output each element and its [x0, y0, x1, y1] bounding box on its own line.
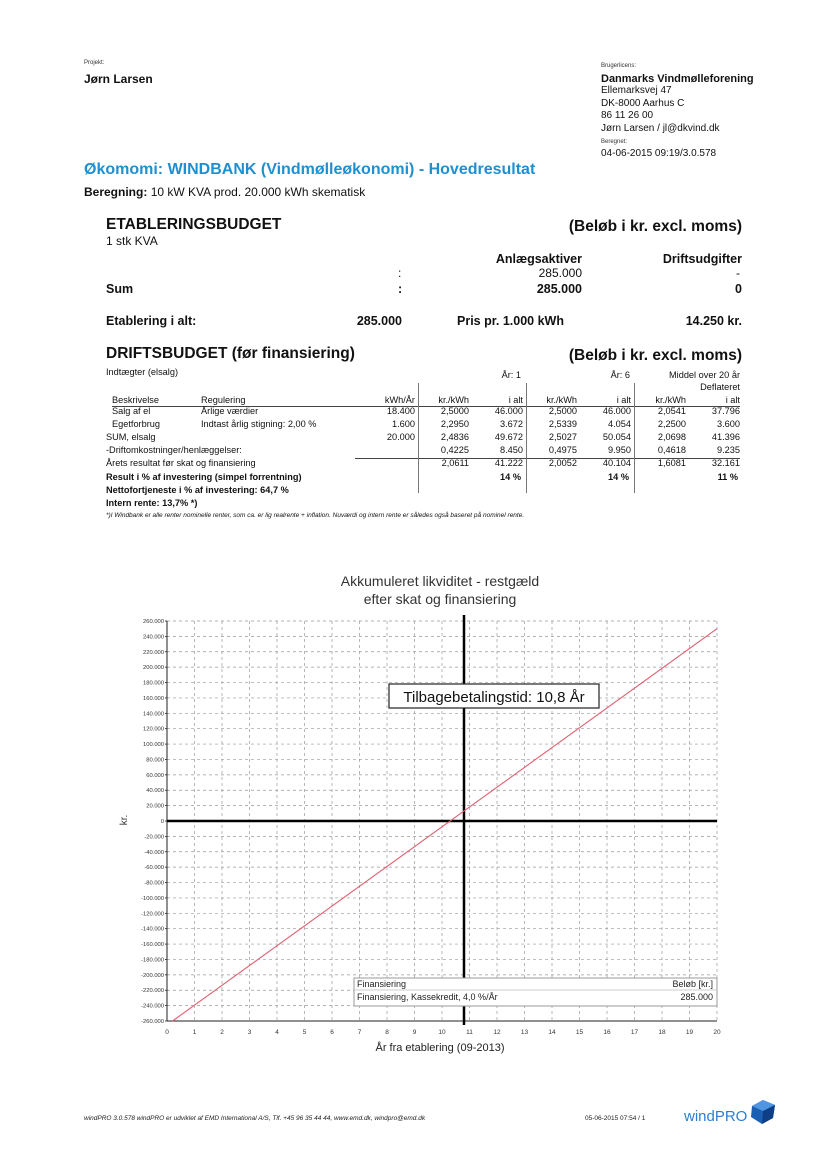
- legend-header-left: Finansiering: [357, 979, 407, 989]
- row-value: 2,0611: [441, 458, 469, 468]
- chart-xlabel: År fra etablering (09-2013): [375, 1042, 505, 1054]
- licensee-contact: Jørn Larsen / jl@dkvind.dk: [601, 122, 720, 134]
- y-tick-label: 40.000: [146, 788, 164, 795]
- page-title: Økomomi: WINDBANK (Vindmølleøkonomi) - Hovedresultat: [84, 161, 536, 178]
- calculation-value: 10 kW KVA prod. 20.000 kWh skematisk: [150, 185, 366, 199]
- deflated-label: Deflateret: [700, 382, 740, 392]
- net-profit: Nettofortjeneste i % af investering: 64,7 %: [106, 485, 289, 495]
- x-tick-label: 14: [548, 1029, 556, 1036]
- income-label: Indtægter (elsalg): [106, 367, 179, 377]
- y-tick-label: -160.000: [141, 942, 164, 949]
- x-tick-label: 5: [302, 1029, 307, 1036]
- y-tick-label: -180.000: [141, 957, 164, 964]
- liquidity-chart: [0, 560, 828, 1060]
- row-value: 2,2500: [657, 419, 686, 429]
- y-tick-label: 100.000: [143, 742, 164, 749]
- row-value: 37.796: [711, 406, 740, 416]
- row-value: 40.104: [602, 458, 631, 468]
- y-tick-label: 120.000: [143, 726, 164, 733]
- total-label: Etablering i alt:: [106, 314, 197, 328]
- col-assets: Anlægsaktiver: [495, 252, 582, 266]
- drift-table: [0, 0, 828, 540]
- y-tick-label: -20.000: [144, 834, 164, 841]
- chart-x-ticks: [165, 1029, 721, 1036]
- x-tick-label: 2: [220, 1029, 224, 1036]
- row-value: 46.000: [602, 406, 631, 416]
- licensee-name: Danmarks Vindmølleforening: [601, 72, 754, 85]
- drift-amount-note: (Beløb i kr. excl. moms): [568, 347, 742, 364]
- sum-costs: 0: [735, 282, 742, 296]
- row-desc: -Driftomkostninger/henlæggelser:: [106, 445, 242, 455]
- y-tick-label: 80.000: [146, 757, 164, 764]
- row-value: 2,5000: [440, 406, 469, 416]
- footer-left: windPRO 3.0.578 windPRO er udviklet af EMD International A/S, Tlf. +45 96 35 44 44, www.emd.dk, windpro@emd.dk: [84, 1115, 426, 1122]
- result-label: Result i % af investering (simpel forrentning): [106, 472, 302, 482]
- y-tick-label: 140.000: [143, 711, 164, 718]
- x-tick-label: 15: [575, 1029, 584, 1036]
- row-value: 3.600: [717, 419, 740, 429]
- y-tick-label: -200.000: [141, 972, 164, 979]
- y-tick-label: 200.000: [143, 665, 164, 672]
- col-reg: Regulering: [201, 395, 246, 405]
- total-value: 285.000: [356, 314, 402, 328]
- row-value: 9.950: [608, 445, 631, 455]
- row-kwh: 1.600: [392, 419, 415, 429]
- result-year6: 14 %: [608, 472, 629, 482]
- row-value: 2,5339: [548, 419, 577, 429]
- calculation-label: Beregning:: [84, 185, 148, 199]
- chart-y-ticks: [141, 619, 167, 1025]
- project-label: Projekt:: [84, 60, 105, 66]
- y-tick-label: -80.000: [144, 880, 164, 887]
- legend-header-right: Beløb [kr.]: [672, 979, 713, 989]
- row-value: 8.450: [500, 445, 523, 455]
- legend-row-left: Finansiering, Kassekredit, 4,0 %/År: [357, 992, 498, 1002]
- row-desc: Salg af el: [112, 406, 151, 416]
- col-krkwh-6: kr./kWh: [546, 395, 577, 405]
- x-tick-label: 6: [330, 1029, 334, 1036]
- col-ialt-6: i alt: [616, 395, 631, 405]
- price-value: 14.250 kr.: [685, 314, 742, 328]
- row-value: 2,0541: [657, 406, 686, 416]
- row-value: 0,4618: [657, 445, 686, 455]
- row1-costs: -: [736, 266, 740, 280]
- sum-assets: 285.000: [536, 282, 582, 296]
- row-value: 32.161: [711, 458, 740, 468]
- col-costs: Driftsudgifter: [662, 252, 742, 266]
- row-value: 0,4225: [440, 445, 469, 455]
- x-tick-label: 8: [385, 1029, 389, 1036]
- row-value: 2,0698: [657, 432, 686, 442]
- year6-label: År: 6: [610, 370, 630, 380]
- calc-date: 04-06-2015 09:19/3.0.578: [601, 148, 717, 160]
- footnote: *)I Windbank er alle renter nominelle renter, som ca. er lig realrente + inflation. Nuværdi og intern rente er således også baseret på nominel rente.: [106, 512, 525, 519]
- col-divider-1: [418, 383, 419, 493]
- chart-ylabel: kr.: [119, 814, 130, 826]
- row-value: 4.054: [608, 419, 631, 429]
- row1-colon: :: [398, 266, 402, 280]
- etablering-subheading: 1 stk KVA: [106, 234, 158, 248]
- licensee-street: Ellemarksvej 47: [601, 85, 672, 97]
- y-tick-label: -100.000: [141, 895, 164, 902]
- x-tick-label: 19: [685, 1029, 694, 1036]
- x-tick-label: 7: [357, 1029, 362, 1036]
- sum-colon: :: [398, 282, 403, 296]
- row-value: 3.672: [500, 419, 523, 429]
- project-name: Jørn Larsen: [84, 72, 153, 86]
- x-tick-label: 11: [466, 1029, 473, 1036]
- col-krkwh-1: kr./kWh: [438, 395, 469, 405]
- row-desc: Egetforbrug: [112, 419, 161, 429]
- row-value: 9.235: [717, 445, 740, 455]
- chart-title: Akkumuleret likviditet - restgæld: [340, 573, 540, 589]
- y-tick-label: -140.000: [141, 926, 164, 933]
- drift-heading: DRIFTSBUDGET (før finansiering): [106, 345, 355, 362]
- y-tick-label: 60.000: [146, 772, 164, 779]
- avg-label: Middel over 20 år: [669, 370, 740, 380]
- legend-row-right: 285.000: [680, 992, 713, 1002]
- footer-right: 05-06-2015 07:54 / 1: [585, 1115, 646, 1122]
- row-value: 2,2950: [440, 419, 469, 429]
- y-tick-label: 160.000: [143, 695, 164, 702]
- row-value: 50.054: [602, 432, 631, 442]
- y-tick-label: 20.000: [146, 803, 164, 810]
- x-tick-label: 16: [603, 1029, 611, 1036]
- result-year1: 14 %: [500, 472, 521, 482]
- y-tick-label: 0: [160, 819, 164, 825]
- col-ialt-avg: i alt: [725, 395, 740, 405]
- result-avg: 11 %: [717, 472, 738, 482]
- etablering-amount-note: (Beløb i kr. excl. moms): [568, 218, 742, 235]
- row-value: 46.000: [494, 406, 523, 416]
- chart-subtitle: efter skat og finansiering: [363, 591, 517, 607]
- y-tick-label: -120.000: [141, 911, 164, 918]
- row-value: 0,4975: [548, 445, 577, 455]
- y-tick-label: 260.000: [143, 619, 164, 625]
- x-tick-label: 1: [192, 1029, 197, 1036]
- year1-label: År: 1: [501, 370, 521, 380]
- internal-rate: Intern rente: 13,7% *): [106, 498, 198, 508]
- row-value: 2,4836: [440, 432, 469, 442]
- row-value: 41.396: [711, 432, 740, 442]
- windpro-logo-icon: [748, 1098, 778, 1126]
- y-tick-label: -240.000: [141, 1003, 164, 1010]
- y-tick-label: 180.000: [143, 680, 164, 687]
- y-tick-label: -40.000: [144, 849, 164, 856]
- x-tick-label: 3: [247, 1029, 252, 1036]
- x-tick-label: 17: [630, 1029, 639, 1036]
- row-value: 49.672: [494, 432, 523, 442]
- y-tick-label: -220.000: [141, 988, 164, 995]
- licensee-city: DK-8000 Aarhus C: [601, 97, 685, 109]
- x-tick-label: 10: [438, 1029, 446, 1036]
- col-ialt-1: i alt: [508, 395, 523, 405]
- row-value: 2,5000: [548, 406, 577, 416]
- licensee-phone: 86 11 26 00: [601, 110, 654, 122]
- row-regulation: Indtast årlig stigning: 2,00 %: [201, 419, 317, 429]
- y-tick-label: 220.000: [143, 649, 164, 656]
- x-tick-label: 12: [493, 1029, 501, 1036]
- row-kwh: 20.000: [386, 432, 415, 442]
- payback-text: Tilbagebetalingstid: 10,8 År: [403, 689, 585, 706]
- y-tick-label: -60.000: [144, 865, 164, 872]
- row-value: 1,6081: [657, 458, 686, 468]
- sum-label: Sum: [106, 282, 134, 296]
- payback-annotation: [389, 684, 599, 708]
- calc-date-label: Beregnet:: [601, 138, 628, 145]
- y-tick-label: 240.000: [143, 634, 164, 641]
- row-value: 41.222: [494, 458, 523, 468]
- row-value: 2,0052: [548, 458, 577, 468]
- x-tick-label: 13: [520, 1029, 529, 1036]
- row-value: 2,5027: [548, 432, 577, 442]
- col-divider-2: [526, 383, 527, 493]
- col-kwh: kWh/År: [384, 395, 415, 405]
- y-tick-label: -260.000: [141, 1019, 164, 1025]
- x-tick-label: 20: [713, 1029, 721, 1036]
- col-desc: Beskrivelse: [112, 395, 159, 405]
- etablering-heading: ETABLERINGSBUDGET: [106, 216, 282, 233]
- x-tick-label: 18: [658, 1029, 666, 1036]
- row-kwh: 18.400: [386, 406, 415, 416]
- price-label: Pris pr. 1.000 kWh: [457, 314, 564, 328]
- licensee-label: Brugerlicens:: [601, 63, 637, 69]
- col-krkwh-avg: kr./kWh: [655, 395, 686, 405]
- footer-brand: windPRO: [684, 1108, 748, 1125]
- row-desc: SUM, elsalg: [106, 432, 156, 442]
- chart-legend: [354, 978, 717, 1006]
- row-regulation: Årlige værdier: [201, 406, 259, 416]
- row-desc: Årets resultat før skat og finansiering: [106, 458, 256, 468]
- x-tick-label: 9: [412, 1029, 417, 1036]
- col-divider-3: [634, 383, 635, 493]
- x-tick-label: 4: [275, 1029, 279, 1036]
- row1-assets: 285.000: [538, 266, 582, 280]
- x-tick-label: 0: [165, 1029, 169, 1036]
